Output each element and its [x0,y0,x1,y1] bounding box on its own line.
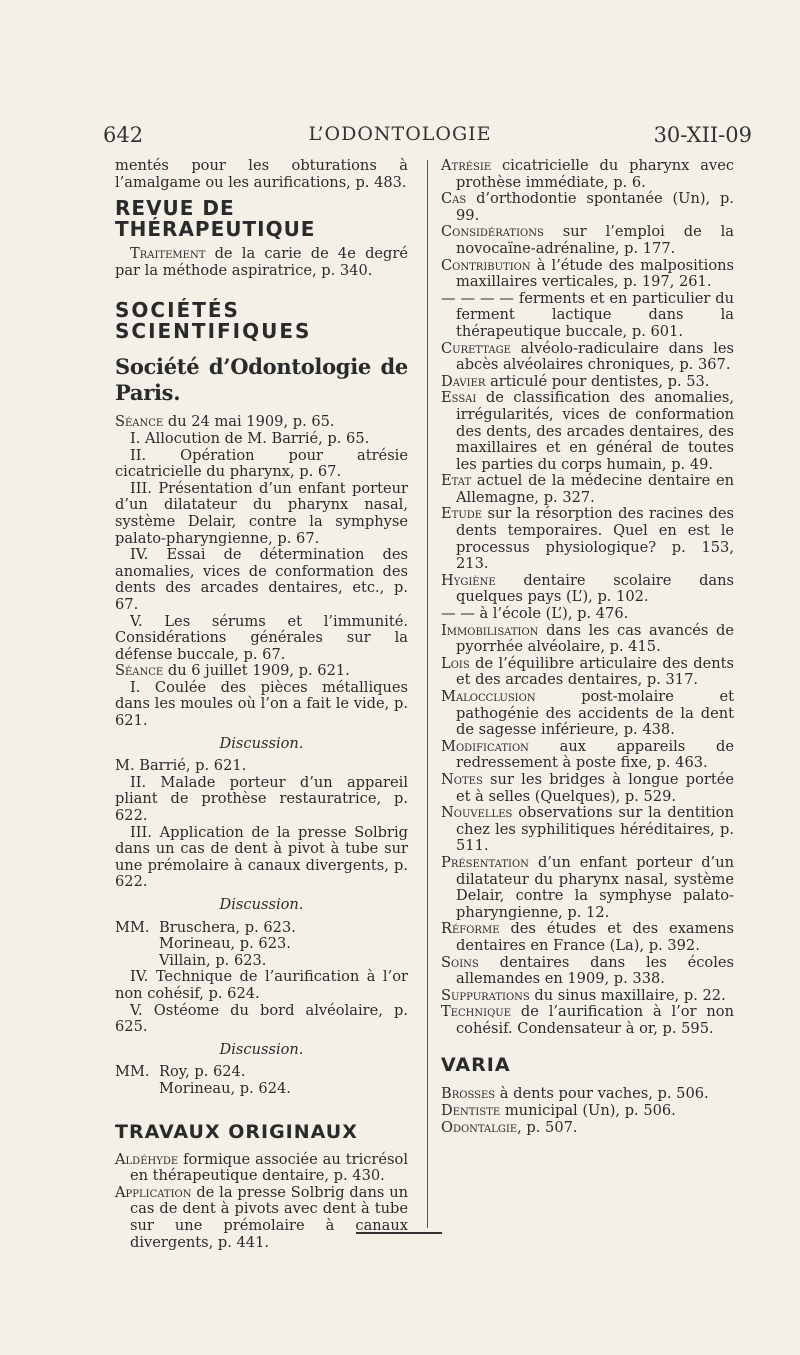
entry-keyword: Notes [441,770,483,788]
entry-text: cicatricielle du pharynx avec prothèse immédiate, p. 6. [456,157,734,191]
right-column [441,158,734,1136]
participant: Bruschera, p. 623. [159,918,296,936]
index-entry [115,1152,408,1185]
left-column [115,158,408,1251]
entry-text: formique associée au tricrésol en thérapeutique dentaire, p. 430. [130,1150,408,1185]
participant: Roy, p. 624. [159,1063,246,1081]
index-entry [441,988,734,1005]
entry-keyword: Application [115,1183,192,1201]
entry-text: , p. 507. [517,1118,578,1136]
entry-keyword: Immobilisation [441,621,539,639]
entry-keyword: Dentiste [441,1102,501,1120]
item-text: III. Application de la presse Solbrig dans un cas de dent à pivot à tube sur une prémolaire à canaux divergents, p. 622. [115,823,408,891]
entry-text: sur les bridges à longue portée et à selles (Quelques), p. 529. [456,770,734,805]
entry-text: dentaire scolaire dans quelques pays (L’), p. 102. [456,571,734,606]
entry-text: du 24 mai 1909, p. 65. [163,413,335,431]
entry-keyword: Essai [441,389,477,407]
index-entry [441,1004,734,1037]
index-entry [115,246,408,279]
entry-text: de la carie de 4e degré par la méthode aspiratrice, p. 340. [115,245,408,279]
index-entry [441,573,734,606]
item-text: V. Ostéome du bord alvéolaire, p. 625. [115,1001,408,1036]
entry-text: municipal (Un), p. 506. [500,1102,676,1120]
discussion-participants [115,920,408,970]
heading-travaux: TRAVAUX ORIGINAUX [115,1120,358,1143]
entry-text: de l’équilibre articulaire des dents et des arcades dentaires, p. 317. [456,654,734,689]
entry-text: du 6 juillet 1909, p. 621. [163,662,350,680]
entry-keyword: Contribution [441,256,531,274]
item-text: I. Coulée des pièces métalliques dans les moules où l’on a fait le vide, p. 621. [115,678,408,730]
index-entry [441,258,734,291]
item-text: V. Les sérums et l’immunité. Considérations générales sur la défense buccale, p. 67. [115,612,408,663]
entry-keyword: Soins [441,953,479,971]
item-text: I. Allocution de M. Barrié, p. 65. [130,429,370,447]
entry-text: dentaires dans les écoles allemandes en 1909, p. 338. [456,953,734,988]
index-entry [441,772,734,805]
index-entry [441,955,734,988]
entry-text: sur l’emploi de la novocaïne-adrénaline, p. 177. [456,223,734,257]
index-entry [441,1103,734,1120]
entry-keyword: Malocclusion [441,688,536,705]
entry-text: post-molaire et pathogénie des accidents de la dent de sagesse inférieure, p. 438. [456,688,734,739]
entry-keyword: Modification [441,737,529,755]
entry-keyword: Etude [441,505,483,523]
mm-label: MM. [115,1063,150,1081]
entry-keyword: Séance [115,662,164,680]
item-text: III. Présentation d’un enfant porteur d’un dilatateur du pharynx nasal, système Delair, contre la symphyse palato-pharyngienne, p. 67. [115,479,408,547]
index-entry [115,1185,408,1251]
heading-societe-paris: Société d’Odontologie de Paris. [115,354,408,406]
page-header [0,123,800,153]
entry-keyword: Aldéhyde [115,1150,179,1168]
entry-keyword: Davier [441,372,486,390]
discussion-label: Discussion. [219,1040,304,1058]
entry-text: alvéolo-radiculaire dans les abcès alvéolaires chroniques, p. 367. [456,339,734,374]
entry-keyword: Réforme [441,920,500,938]
entry-keyword: Lois [441,654,470,672]
entry-keyword: Séance [115,413,164,431]
seance-line [115,414,408,431]
entry-keyword: Curettage [441,339,511,357]
entry-keyword: Technique [441,1003,512,1021]
entry-keyword: Présentation [441,853,529,871]
participant: Morineau, p. 623. [159,935,291,953]
entry-text: des études et des examens dentaires en France (La), p. 392. [456,920,734,954]
entry-keyword: Traitement [130,245,206,263]
entry-text: d’un enfant porteur d’un dilatateur du pharynx nasal, système Delair, contre la symphyse palato-pharyngienne, p. 12. [456,853,734,921]
index-entry [441,1120,734,1137]
entry-text: actuel de la médecine dentaire en Allemagne, p. 327. [456,472,734,506]
entry-keyword: Odontalgie [441,1118,518,1136]
entry-keyword: Suppurations [441,986,530,1004]
entry-keyword: Brosses [441,1085,496,1103]
entry-keyword: Etat [441,472,472,490]
journal-title: L’ODONTOLOGIE [308,123,492,145]
entry-text: sur la résorption des racines des dents temporaires. Quel en est le processus physiologique? p. 153, 213. [456,505,734,573]
entry-text: de l’aurification à l’or non cohésif. Condensateur à or, p. 595. [456,1003,734,1037]
entry-text: d’orthodontie spontanée (Un), p. 99. [456,190,734,224]
index-entry [441,473,734,506]
index-entry [441,855,734,921]
index-entry: — — à l’école (L’), p. 476. [441,605,629,623]
intro-text: mentés pour les obturations à l’amalgame ou les aurifications, p. 483. [115,157,408,191]
item-text: II. Opération pour atrésie cicatricielle du pharynx, p. 67. [115,446,408,481]
entry-keyword: Atrésie [441,157,492,174]
entry-keyword: Considérations [441,223,544,241]
entry-keyword: Cas [441,190,467,208]
index-entry [441,1086,734,1103]
index-entry [441,623,734,656]
heading-societes: SOCIÉTÉS SCIENTIFIQUES [115,298,312,344]
item-text: IV. Technique de l’aurification à l’or non cohésif, p. 624. [115,968,408,1002]
index-entry [441,689,734,739]
index-entry [441,158,734,191]
participant: Villain, p. 623. [159,951,267,969]
column-divider [427,160,428,1228]
entry-text: aux appareils de redressement à poste fixe, p. 463. [456,737,734,772]
index-entry: — — — — ferments et en particulier du ferment lactique dans la thérapeutique buccale, p. 601. [441,289,734,340]
item-text: II. Malade porteur d’un appareil pliant de prothèse restauratrice, p. 622. [115,773,408,825]
mm-label: MM. [115,918,150,936]
end-rule [356,1232,442,1234]
discussion-participants [115,1064,408,1097]
page-number: 642 [103,123,144,147]
discussion-label: Discussion. [219,734,304,752]
index-entry [441,506,734,572]
entry-keyword: Nouvelles [441,804,513,822]
entry-text: de classification des anomalies, irrégularités, vices de conformation des dents, des arcades dentaires, des maxillaires et en général de toutes les parties du corps humain, p. 49. [456,389,734,473]
entry-text: du sinus maxillaire, p. 22. [529,986,726,1004]
index-entry [441,805,734,855]
heading-varia: VARIA [441,1054,511,1077]
heading-revue: REVUE DE THÉRAPEUTIQUE [115,196,316,242]
seance-line [115,663,408,680]
entry-text: articulé pour dentistes, p. 53. [485,372,710,390]
index-entry [441,374,734,391]
issue-date: 30-XII-09 [653,123,752,147]
entry-text: à l’étude des malpositions maxillaires verticales, p. 197, 261. [456,256,734,291]
entry-text: dans les cas avancés de pyorrhée alvéolaire, p. 415. [456,621,734,656]
participant: Morineau, p. 624. [159,1079,291,1097]
entry-text: de la presse Solbrig dans un cas de dent à pivots avec dent à tube sur une prémolaire à canaux divergents, p. 441. [130,1183,408,1251]
entry-keyword: Hygiène [441,571,496,589]
index-entry [441,656,734,689]
index-entry [441,224,734,257]
index-entry [441,739,734,772]
discussion-line: M. Barrié, p. 621. [115,757,247,775]
index-entry [441,390,734,473]
index-entry [441,191,734,224]
index-entry [441,341,734,374]
entry-text: à dents pour vaches, p. 506. [495,1085,709,1103]
item-text: IV. Essai de détermination des anomalies, vices de conformation des dents des arcades dentaires, etc., p. 67. [115,546,408,613]
discussion-label: Discussion. [219,896,304,913]
index-entry [441,921,734,954]
entry-text: observations sur la dentition chez les syphilitiques héréditaires, p. 511. [456,804,734,855]
